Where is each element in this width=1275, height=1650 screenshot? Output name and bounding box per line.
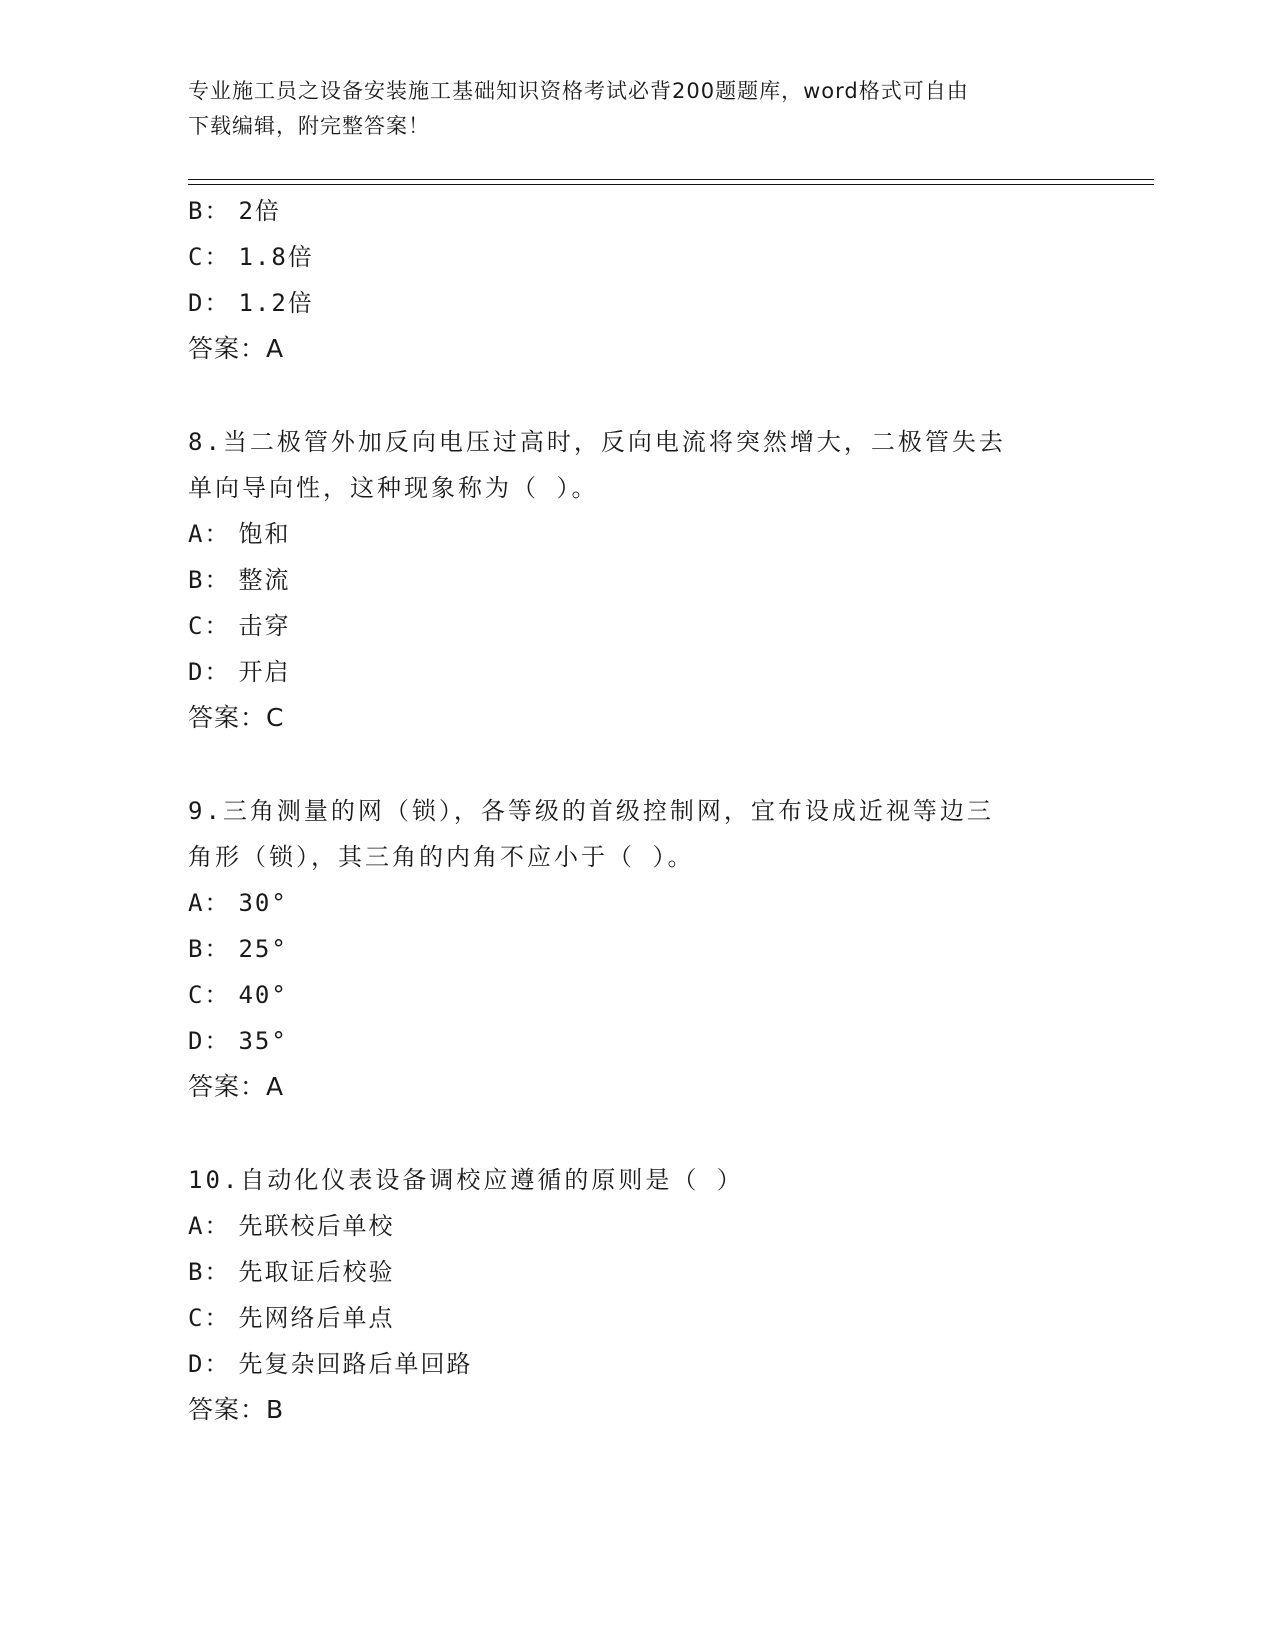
option-letter: C： [188, 981, 231, 1009]
option-text: 1.8倍 [238, 243, 314, 271]
option-text: 25° [238, 935, 288, 963]
answer-line: 答案：A [188, 334, 285, 363]
option-text: 开启 [238, 658, 291, 686]
question-text-line: 单向导向性，这种现象称为（ ）。 [188, 474, 599, 502]
answer-line: 答案：B [188, 1395, 285, 1424]
option-text: 先网络后单点 [238, 1304, 395, 1332]
option-text: 先取证后校验 [238, 1258, 395, 1286]
option-row [188, 1295, 1088, 1341]
option-letter: C： [188, 243, 231, 271]
option-letter: C： [188, 612, 231, 640]
option-row [188, 1341, 1088, 1387]
answer-line: 答案：C [188, 703, 285, 732]
prev-question-options [188, 188, 1088, 372]
option-row [188, 1249, 1088, 1295]
option-text: 40° [238, 981, 288, 1009]
option-letter: B： [188, 197, 231, 225]
option-text: 35° [238, 1027, 288, 1055]
option-letter: A： [188, 889, 231, 917]
option-letter: C： [188, 1304, 231, 1332]
option-text: 2倍 [238, 197, 281, 225]
option-letter: D： [188, 1027, 231, 1055]
option-row [188, 1018, 1088, 1064]
question-10 [188, 1157, 1088, 1433]
option-row [188, 926, 1088, 972]
page-header [188, 74, 1068, 144]
option-row [188, 1203, 1088, 1249]
option-text: 1.2倍 [238, 289, 314, 317]
option-letter: D： [188, 289, 231, 317]
header-line-1: 专业施工员之设备安装施工基础知识资格考试必背200题题库，word格式可自由 [188, 79, 969, 103]
answer-line: 答案：A [188, 1072, 285, 1101]
option-row [188, 234, 1088, 280]
option-text: 整流 [238, 566, 291, 594]
question-text-line: 10.自动化仪表设备调校应遵循的原则是（ ） [188, 1166, 744, 1194]
header-line-2: 下载编辑，附完整答案！ [188, 114, 430, 138]
header-rule-top [188, 179, 1154, 180]
option-letter: D： [188, 658, 231, 686]
question-content [188, 188, 1088, 1433]
option-row [188, 188, 1088, 234]
question-9 [188, 788, 1088, 1110]
option-row [188, 511, 1088, 557]
header-rule-bottom [188, 184, 1154, 185]
option-letter: B： [188, 935, 231, 963]
option-row [188, 972, 1088, 1018]
option-row [188, 280, 1088, 326]
option-letter: B： [188, 1258, 231, 1286]
question-text-line: 角形（锁），其三角的内角不应小于（ ）。 [188, 843, 695, 871]
option-row [188, 603, 1088, 649]
option-letter: D： [188, 1350, 231, 1378]
option-row [188, 557, 1088, 603]
option-text: 30° [238, 889, 288, 917]
question-8 [188, 419, 1088, 741]
question-text-line: 9.三角测量的网（锁），各等级的首级控制网，宜布设成近视等边三 [188, 797, 994, 825]
option-text: 击穿 [238, 612, 291, 640]
option-letter: B： [188, 566, 231, 594]
option-text: 先联校后单校 [238, 1212, 395, 1240]
question-text-line: 8.当二极管外加反向电压过高时，反向电流将突然增大，二极管失去 [188, 428, 1006, 456]
option-text: 先复杂回路后单回路 [238, 1350, 473, 1378]
option-letter: A： [188, 1212, 231, 1240]
option-row [188, 649, 1088, 695]
option-row [188, 880, 1088, 926]
option-letter: A： [188, 520, 231, 548]
option-text: 饱和 [238, 520, 291, 548]
